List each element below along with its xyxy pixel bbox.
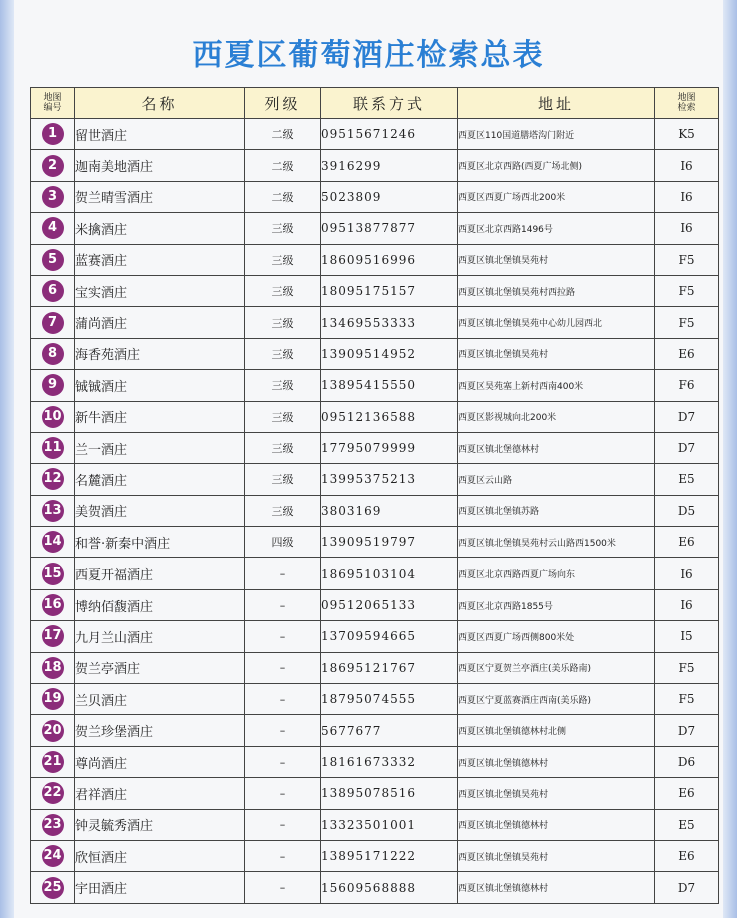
winery-grade: 三级 xyxy=(245,370,321,401)
map-number-cell xyxy=(31,307,75,338)
map-number-badge: 21 xyxy=(42,751,64,773)
map-number-cell xyxy=(31,244,75,275)
winery-name: 宇田酒庄 xyxy=(75,872,245,903)
map-number-cell xyxy=(31,558,75,589)
winery-grade: – xyxy=(245,840,321,871)
map-number-cell xyxy=(31,589,75,620)
winery-name: 名麓酒庄 xyxy=(75,464,245,495)
map-number-badge: 12 xyxy=(42,468,64,490)
table-row xyxy=(31,778,719,809)
winery-name: 迦南美地酒庄 xyxy=(75,150,245,181)
winery-grade: 三级 xyxy=(245,307,321,338)
winery-name: 美贺酒庄 xyxy=(75,495,245,526)
winery-phone: 09512136588 xyxy=(321,401,458,432)
winery-grade: – xyxy=(245,684,321,715)
table-row xyxy=(31,432,719,463)
winery-name: 兰贝酒庄 xyxy=(75,684,245,715)
table-row xyxy=(31,652,719,683)
map-number-badge: 13 xyxy=(42,500,64,522)
winery-address: 西夏区镇北堡镇昊苑村云山路西1500米 xyxy=(458,527,655,558)
winery-address: 西夏区云山路 xyxy=(458,464,655,495)
winery-grade: 二级 xyxy=(245,181,321,212)
map-reference: I6 xyxy=(655,150,719,181)
map-reference: E6 xyxy=(655,840,719,871)
map-number-cell xyxy=(31,778,75,809)
map-reference: F5 xyxy=(655,244,719,275)
map-reference: K5 xyxy=(655,119,719,150)
header-grade: 列级 xyxy=(245,88,321,119)
map-number-cell xyxy=(31,275,75,306)
map-number-cell xyxy=(31,150,75,181)
map-number-badge: 9 xyxy=(42,374,64,396)
winery-name: 米擒酒庄 xyxy=(75,213,245,244)
map-reference: D6 xyxy=(655,746,719,777)
winery-address: 西夏区北京西路1855号 xyxy=(458,589,655,620)
map-reference: E6 xyxy=(655,778,719,809)
map-number-badge: 25 xyxy=(42,877,64,899)
winery-phone: 13995375213 xyxy=(321,464,458,495)
header-address: 地址 xyxy=(458,88,655,119)
map-number-cell xyxy=(31,401,75,432)
map-reference: F5 xyxy=(655,684,719,715)
map-number-badge: 20 xyxy=(42,720,64,742)
winery-phone: 09515671246 xyxy=(321,119,458,150)
winery-phone: 3803169 xyxy=(321,495,458,526)
map-number-badge: 5 xyxy=(42,249,64,271)
table-row xyxy=(31,558,719,589)
map-number-badge: 14 xyxy=(42,531,64,553)
winery-address: 西夏区西夏广场西侧800米处 xyxy=(458,621,655,652)
winery-address: 西夏区镇北堡镇德林村北侧 xyxy=(458,715,655,746)
winery-address: 西夏区昊苑塞上新村西南400米 xyxy=(458,370,655,401)
winery-grade: – xyxy=(245,778,321,809)
header-map-no xyxy=(31,88,75,119)
map-reference: I6 xyxy=(655,589,719,620)
winery-grade: 三级 xyxy=(245,432,321,463)
winery-grade: 三级 xyxy=(245,401,321,432)
map-number-cell xyxy=(31,464,75,495)
map-number-cell xyxy=(31,213,75,244)
winery-phone: 13895415550 xyxy=(321,370,458,401)
winery-address: 西夏区镇北堡镇昊苑村 xyxy=(458,244,655,275)
map-reference: I6 xyxy=(655,213,719,244)
map-number-cell xyxy=(31,432,75,463)
table-row xyxy=(31,621,719,652)
table-row xyxy=(31,213,719,244)
winery-address: 西夏区镇北堡镇德林村 xyxy=(458,809,655,840)
winery-phone: 13895078516 xyxy=(321,778,458,809)
winery-phone: 17795079999 xyxy=(321,432,458,463)
map-number-cell xyxy=(31,495,75,526)
winery-address: 西夏区宁夏贺兰亭酒庄(美乐路南) xyxy=(458,652,655,683)
map-number-badge: 10 xyxy=(42,406,64,428)
map-number-badge: 19 xyxy=(42,688,64,710)
header-contact: 联系方式 xyxy=(321,88,458,119)
map-reference: E5 xyxy=(655,809,719,840)
winery-phone: 09512065133 xyxy=(321,589,458,620)
map-number-cell xyxy=(31,840,75,871)
table-row xyxy=(31,307,719,338)
map-reference: E5 xyxy=(655,464,719,495)
winery-grade: – xyxy=(245,715,321,746)
winery-grade: – xyxy=(245,746,321,777)
map-number-cell xyxy=(31,338,75,369)
winery-phone: 18695121767 xyxy=(321,652,458,683)
table-row xyxy=(31,840,719,871)
winery-name: 和誉·新秦中酒庄 xyxy=(75,527,245,558)
map-reference: D7 xyxy=(655,432,719,463)
map-reference: D7 xyxy=(655,872,719,903)
winery-grade: 三级 xyxy=(245,464,321,495)
header-map-ref xyxy=(655,88,719,119)
winery-grade: – xyxy=(245,652,321,683)
map-number-cell xyxy=(31,527,75,558)
map-number-cell xyxy=(31,119,75,150)
winery-name: 留世酒庄 xyxy=(75,119,245,150)
winery-address: 西夏区宁夏蓝赛酒庄西南(美乐路) xyxy=(458,684,655,715)
winery-phone: 13909519797 xyxy=(321,527,458,558)
map-number-badge: 11 xyxy=(42,437,64,459)
winery-name: 九月兰山酒庄 xyxy=(75,621,245,652)
table-row xyxy=(31,746,719,777)
winery-address: 西夏区影视城向北200米 xyxy=(458,401,655,432)
winery-name: 尊尚酒庄 xyxy=(75,746,245,777)
map-number-badge: 15 xyxy=(42,563,64,585)
winery-name: 钟灵毓秀酒庄 xyxy=(75,809,245,840)
winery-address: 西夏区镇北堡镇德林村 xyxy=(458,746,655,777)
map-reference: F5 xyxy=(655,307,719,338)
winery-address: 西夏区镇北堡镇德林村 xyxy=(458,872,655,903)
winery-phone: 09513877877 xyxy=(321,213,458,244)
map-reference: E6 xyxy=(655,527,719,558)
map-reference: I6 xyxy=(655,181,719,212)
winery-name: 蒲尚酒庄 xyxy=(75,307,245,338)
map-number-cell xyxy=(31,746,75,777)
winery-address: 西夏区镇北堡镇昊苑村 xyxy=(458,840,655,871)
table-row xyxy=(31,275,719,306)
table-row xyxy=(31,495,719,526)
winery-grade: – xyxy=(245,872,321,903)
map-number-badge: 6 xyxy=(42,280,64,302)
winery-name: 西夏开福酒庄 xyxy=(75,558,245,589)
map-number-cell xyxy=(31,181,75,212)
map-reference: E6 xyxy=(655,338,719,369)
winery-phone: 3916299 xyxy=(321,150,458,181)
winery-address: 西夏区镇北堡镇昊苑村 xyxy=(458,778,655,809)
table-row xyxy=(31,589,719,620)
map-reference: D5 xyxy=(655,495,719,526)
winery-grade: 三级 xyxy=(245,244,321,275)
winery-phone: 18095175157 xyxy=(321,275,458,306)
map-number-badge: 22 xyxy=(42,782,64,804)
winery-address: 西夏区镇北堡镇昊苑村西拉路 xyxy=(458,275,655,306)
table-row xyxy=(31,119,719,150)
winery-address: 西夏区北京西路西夏广场向东 xyxy=(458,558,655,589)
winery-address: 西夏区镇北堡德林村 xyxy=(458,432,655,463)
map-number-badge: 7 xyxy=(42,312,64,334)
table-row xyxy=(31,809,719,840)
winery-grade: – xyxy=(245,558,321,589)
table-row xyxy=(31,244,719,275)
table-row xyxy=(31,684,719,715)
table-header-row xyxy=(31,88,719,119)
map-number-cell xyxy=(31,652,75,683)
header-map-no-label: 地图编号 xyxy=(43,93,62,113)
winery-grade: 二级 xyxy=(245,119,321,150)
map-number-cell xyxy=(31,715,75,746)
winery-name: 贺兰晴雪酒庄 xyxy=(75,181,245,212)
winery-table xyxy=(30,87,719,904)
winery-name: 欣恒酒庄 xyxy=(75,840,245,871)
header-name: 名称 xyxy=(75,88,245,119)
map-reference: F6 xyxy=(655,370,719,401)
winery-phone: 13895171222 xyxy=(321,840,458,871)
map-number-badge: 18 xyxy=(42,657,64,679)
winery-grade: 三级 xyxy=(245,275,321,306)
winery-phone: 18609516996 xyxy=(321,244,458,275)
winery-phone: 15609568888 xyxy=(321,872,458,903)
winery-phone: 13709594665 xyxy=(321,621,458,652)
winery-phone: 13323501001 xyxy=(321,809,458,840)
winery-grade: 四级 xyxy=(245,527,321,558)
map-reference: I5 xyxy=(655,621,719,652)
map-number-badge: 4 xyxy=(42,217,64,239)
winery-phone: 18795074555 xyxy=(321,684,458,715)
map-number-cell xyxy=(31,684,75,715)
map-number-cell xyxy=(31,809,75,840)
winery-grade: 三级 xyxy=(245,495,321,526)
winery-phone: 5677677 xyxy=(321,715,458,746)
winery-address: 西夏区镇北堡镇昊苑村 xyxy=(458,338,655,369)
winery-grade: – xyxy=(245,809,321,840)
map-number-badge: 2 xyxy=(42,155,64,177)
map-number-badge: 24 xyxy=(42,845,64,867)
table-row xyxy=(31,464,719,495)
map-reference: F5 xyxy=(655,275,719,306)
winery-phone: 18695103104 xyxy=(321,558,458,589)
winery-phone: 13469553333 xyxy=(321,307,458,338)
winery-phone: 5023809 xyxy=(321,181,458,212)
table-row xyxy=(31,181,719,212)
table-row xyxy=(31,150,719,181)
winery-name: 博纳佰馥酒庄 xyxy=(75,589,245,620)
map-number-badge: 16 xyxy=(42,594,64,616)
header-map-ref-label: 地图检索 xyxy=(677,93,696,113)
map-number-cell xyxy=(31,621,75,652)
table-row xyxy=(31,338,719,369)
winery-address: 西夏区西夏广场西北200米 xyxy=(458,181,655,212)
map-number-badge: 1 xyxy=(42,123,64,145)
map-number-badge: 17 xyxy=(42,625,64,647)
winery-name: 贺兰亭酒庄 xyxy=(75,652,245,683)
winery-name: 新牛酒庄 xyxy=(75,401,245,432)
winery-address: 西夏区镇北堡镇昊苑中心幼儿园西北 xyxy=(458,307,655,338)
map-number-badge: 3 xyxy=(42,186,64,208)
winery-grade: 三级 xyxy=(245,338,321,369)
winery-name: 君祥酒庄 xyxy=(75,778,245,809)
table-row xyxy=(31,527,719,558)
winery-name: 贺兰珍堡酒庄 xyxy=(75,715,245,746)
map-reference: F5 xyxy=(655,652,719,683)
winery-address: 西夏区北京西路1496号 xyxy=(458,213,655,244)
map-number-cell xyxy=(31,370,75,401)
page-title: 西夏区葡萄酒庄检索总表 xyxy=(192,38,545,73)
winery-name: 铖铖酒庄 xyxy=(75,370,245,401)
winery-address: 西夏区镇北堡镇苏路 xyxy=(458,495,655,526)
winery-grade: – xyxy=(245,589,321,620)
table-row xyxy=(31,872,719,903)
winery-phone: 18161673332 xyxy=(321,746,458,777)
map-reference: D7 xyxy=(655,401,719,432)
winery-phone: 13909514952 xyxy=(321,338,458,369)
map-reference: D7 xyxy=(655,715,719,746)
table-row xyxy=(31,370,719,401)
map-number-badge: 23 xyxy=(42,814,64,836)
winery-address: 西夏区110国道膳塔沟门附近 xyxy=(458,119,655,150)
winery-name: 蓝赛酒庄 xyxy=(75,244,245,275)
winery-name: 兰一酒庄 xyxy=(75,432,245,463)
winery-name: 海香苑酒庄 xyxy=(75,338,245,369)
winery-grade: 三级 xyxy=(245,213,321,244)
winery-name: 宝实酒庄 xyxy=(75,275,245,306)
winery-grade: – xyxy=(245,621,321,652)
map-number-badge: 8 xyxy=(42,343,64,365)
table-body xyxy=(31,119,719,904)
map-number-cell xyxy=(31,872,75,903)
map-reference: I6 xyxy=(655,558,719,589)
table-row xyxy=(31,715,719,746)
winery-address: 西夏区北京西路(西夏广场北侧) xyxy=(458,150,655,181)
winery-grade: 二级 xyxy=(245,150,321,181)
table-row xyxy=(31,401,719,432)
